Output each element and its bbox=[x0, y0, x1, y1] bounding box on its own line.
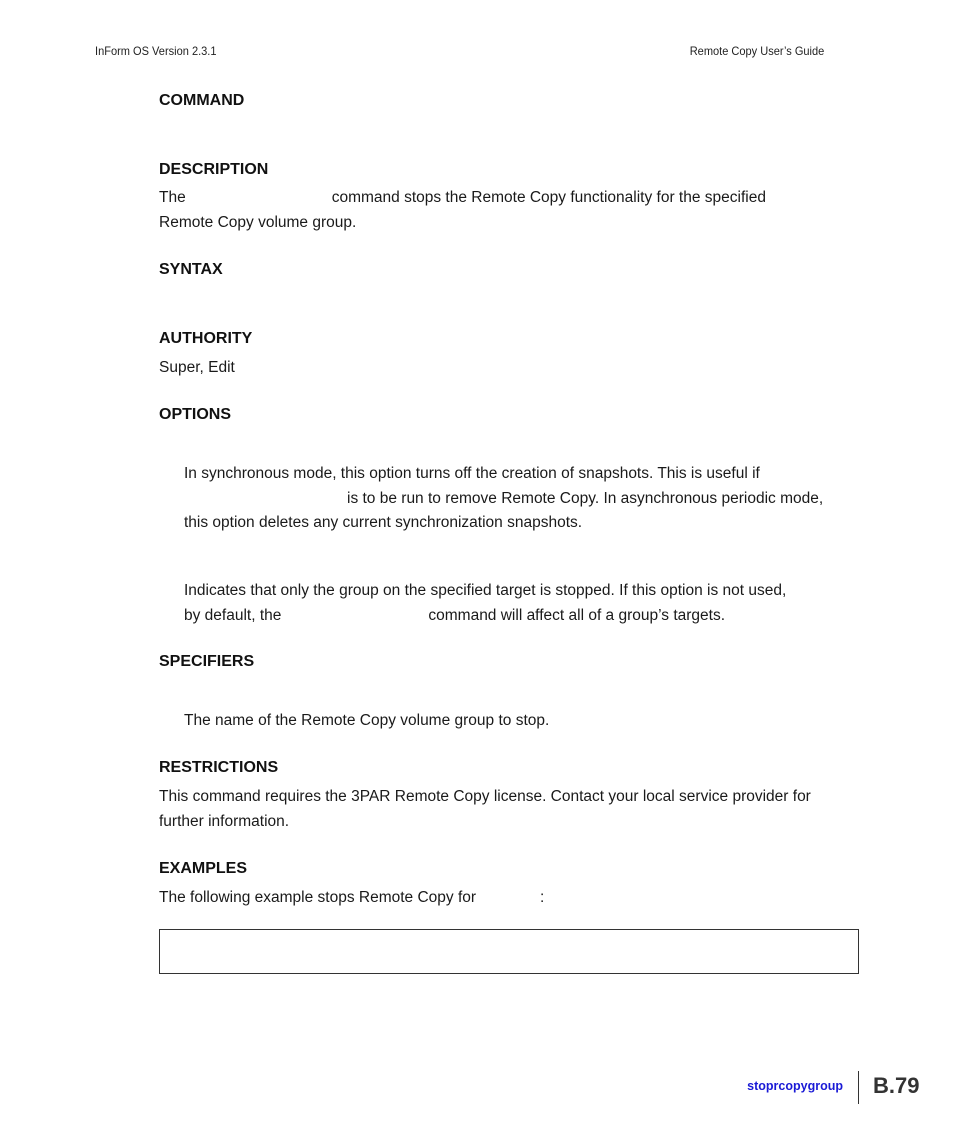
restrictions-line-1: This command requires the 3PAR Remote Copy license. Contact your local service provider for bbox=[159, 788, 811, 805]
option-2-line-2 bbox=[184, 604, 864, 629]
description-line-2: Remote Copy volume group. bbox=[159, 213, 357, 231]
description-heading: DESCRIPTION bbox=[159, 161, 269, 178]
restrictions-line-2: further information. bbox=[159, 812, 290, 830]
options-heading: OPTIONS bbox=[159, 406, 232, 423]
restrictions-text bbox=[159, 785, 859, 834]
command-heading: COMMAND bbox=[159, 92, 245, 109]
footer-command-link[interactable]: stoprcopygroup bbox=[747, 1079, 843, 1093]
description-pre: The bbox=[159, 189, 186, 206]
authority-heading: AUTHORITY bbox=[159, 330, 253, 347]
option-2-line-2-rest: command will affect all of a group’s targets. bbox=[428, 606, 726, 624]
description-line-1 bbox=[159, 186, 859, 211]
examples-post: : bbox=[540, 889, 545, 906]
option-2-description bbox=[184, 579, 864, 628]
syntax-heading: SYNTAX bbox=[159, 261, 223, 278]
specifier-1-description: The name of the Remote Copy volume group to stop. bbox=[184, 712, 550, 729]
option-1-line-1: In synchronous mode, this option turns off the creation of snapshots. This is useful if bbox=[184, 465, 760, 482]
option-1-line-2-text: is to be run to remove Remote Copy. In asynchronous periodic mode, bbox=[347, 489, 824, 507]
option-1-line-2 bbox=[184, 487, 864, 512]
option-1-line-3: this option deletes any current synchronization snapshots. bbox=[184, 514, 583, 531]
running-header-left: InForm OS Version 2.3.1 bbox=[95, 44, 217, 58]
description-rest: command stops the Remote Copy functionality for the specified bbox=[331, 189, 766, 206]
option-1-description bbox=[184, 462, 864, 536]
running-header-right: Remote Copy User’s Guide bbox=[689, 44, 824, 58]
page-number: B.79 bbox=[873, 1073, 920, 1098]
examples-pre: The following example stops Remote Copy for bbox=[159, 889, 477, 906]
option-2-line-1: Indicates that only the group on the specified target is stopped. If this option is not used, bbox=[184, 582, 787, 599]
examples-heading: EXAMPLES bbox=[159, 860, 248, 877]
restrictions-heading: RESTRICTIONS bbox=[159, 759, 279, 776]
footer-divider bbox=[858, 1071, 859, 1104]
authority-text: Super, Edit bbox=[159, 359, 235, 376]
specifiers-heading: SPECIFIERS bbox=[159, 653, 255, 670]
example-code-box bbox=[159, 929, 859, 974]
description-text bbox=[159, 186, 859, 235]
examples-text bbox=[159, 886, 859, 911]
option-2-line-2-pre: by default, the bbox=[184, 606, 282, 624]
